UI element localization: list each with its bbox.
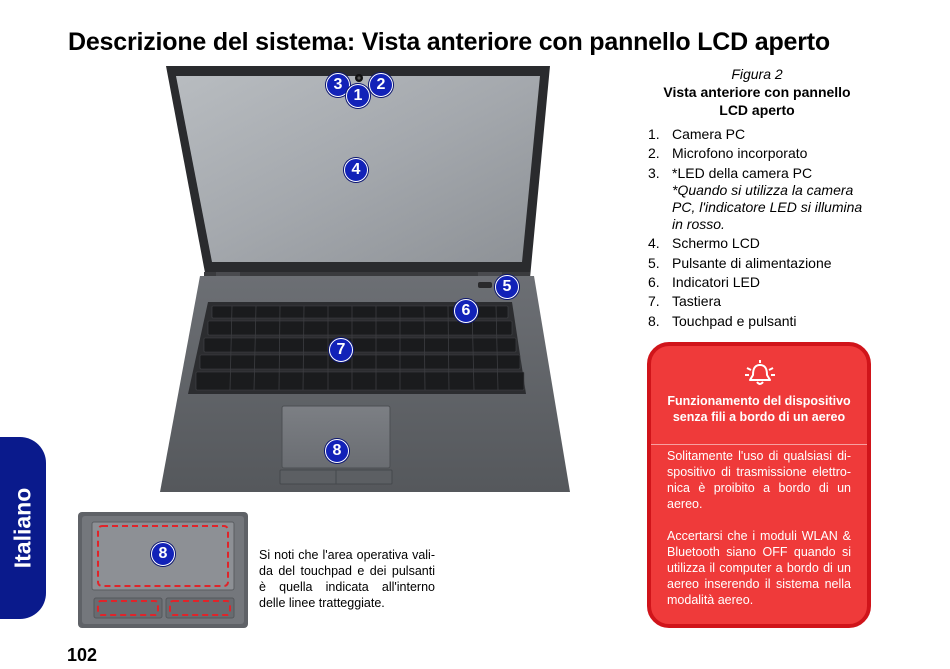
legend-number: 8. (648, 312, 660, 329)
warning-divider (651, 444, 867, 445)
legend-item (648, 145, 870, 162)
legend-text: *LED della camera PC (672, 164, 813, 181)
legend-item (648, 313, 870, 330)
legend-item (648, 274, 870, 291)
legend-number: 5. (648, 254, 660, 271)
legend-note: *Quando si utilizza la camera PC, l'indicatore LED si illumina in rosso. (672, 181, 863, 232)
page-title: Descrizione del sistema: Vista anteriore con pannello LCD aperto (68, 28, 830, 56)
callout-badge-1: 1 (346, 84, 370, 108)
callout-badge-7: 7 (329, 338, 353, 362)
component-legend (648, 126, 870, 332)
legend-item (648, 235, 870, 252)
legend-text: Tastiera (672, 293, 722, 310)
callout-badge-8: 8 (325, 439, 349, 463)
legend-number: 1. (648, 126, 660, 142)
legend-number: 3. (648, 164, 660, 181)
legend-number: 6. (648, 273, 660, 290)
legend-item (648, 165, 870, 233)
callout-badge-3: 3 (326, 73, 350, 97)
warning-paragraph-2: Accertarsi che i moduli WLAN & Bluetooth siano OFF quando si utilizza il computer a bordo di un aereo inserendo il sistema nella modalità aereo. (667, 529, 851, 607)
touchpad-detail-illustration (78, 512, 248, 628)
side-tab-label: Italiano (9, 487, 36, 569)
airplane-warning-icon (743, 360, 777, 391)
touchpad-callout-badge: 8 (151, 542, 175, 566)
laptop-illustration (160, 64, 570, 494)
legend-text: Camera PC (672, 126, 746, 142)
touchpad-note: Si noti che l'area operativa vali-da del touchpad e dei pulsanti è quella indicata all'interno delle linee tratteggiate. (259, 548, 435, 610)
figure-caption (648, 66, 866, 119)
legend-number: 4. (648, 235, 660, 252)
figure-title: Vista anteriore con pannello LCD aperto (663, 84, 851, 118)
legend-text: Touchpad e pulsanti (672, 312, 797, 329)
language-side-tab (0, 437, 46, 619)
legend-text: Pulsante di alimentazione (672, 254, 832, 271)
warning-title: Funzionamento del dispositivo senza fili a bordo di un aereo (667, 394, 851, 424)
legend-text: Microfono incorporato (672, 145, 808, 162)
legend-item (648, 255, 870, 272)
legend-number: 2. (648, 145, 660, 162)
legend-item (648, 293, 870, 310)
callout-badge-6: 6 (454, 299, 478, 323)
callout-badge-5: 5 (495, 275, 519, 299)
legend-number: 7. (648, 293, 660, 310)
figure-number: Figura 2 (731, 66, 783, 82)
page-number: 102 (67, 645, 98, 665)
callout-badge-4: 4 (344, 158, 368, 182)
legend-item (648, 126, 870, 143)
callout-badge-2: 2 (369, 73, 393, 97)
legend-text: Indicatori LED (672, 273, 760, 290)
legend-text: Schermo LCD (672, 235, 760, 252)
airplane-warning-box (647, 342, 871, 628)
warning-paragraph-1: Solitamente l'uso di qualsiasi di-spositivo di trasmissione elettro-nica è proibito a bordo di un aereo. (667, 449, 851, 511)
